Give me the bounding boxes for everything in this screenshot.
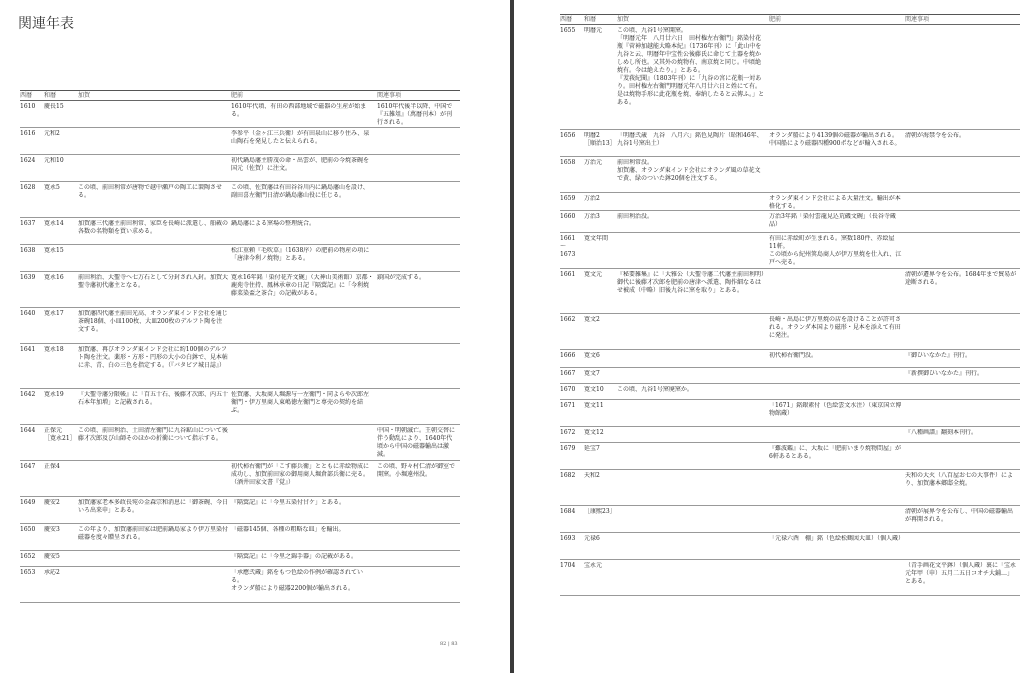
- table-row: [560, 560, 1020, 596]
- cell-related: [905, 402, 1020, 426]
- cell-hizen: この頃、佐賀藩は有田谷谷川内に鍋島藩山を設け、副田喜左衛門日清が鍋島藩山役に任じる。: [231, 184, 369, 199]
- page-title: 関連年表: [18, 16, 74, 32]
- cell-related: 清朝が海禁令を公布。: [905, 132, 966, 139]
- table-header: [560, 15, 1020, 25]
- cell-related: 『新撰御ひいなかた』刊行。: [905, 370, 984, 377]
- cell-kaga: [78, 130, 231, 154]
- cell-year: 1610: [20, 103, 36, 110]
- cell-kaga: この頃、前田利治、土田清左衛門に九谷鉱山について後藤才次郎及び山師そのほかの折衝について指示する。: [78, 427, 228, 442]
- cell-hizen: 『隔蓂記』に「今里五染付甘ケ」とある。: [231, 499, 346, 506]
- cell-kaga: 前田利治没。: [617, 213, 654, 220]
- header-related: 関連事項: [905, 16, 930, 23]
- cell-hizen: 寛永16年銘「染付花卉文碗」（大神山美術館）京都・鹿苑寺住持、鳳林承章の日記『隔蓂記』に「今利焼藤菜染盃之茶合」の記載がある。: [231, 274, 374, 297]
- cell-related: [377, 247, 460, 271]
- cell-era: ［康熙23］: [584, 508, 616, 515]
- table-row: [20, 344, 460, 389]
- table-row: [560, 533, 1020, 560]
- cell-year: 1670: [560, 386, 576, 393]
- cell-hizen: 『難波鑑』に、大坂に「肥前いまり焼物問屋」が6軒あるとある。: [769, 445, 902, 460]
- cell-related: [905, 235, 1020, 268]
- header-era: 和暦: [44, 92, 57, 99]
- chronology-table-left: [20, 90, 460, 603]
- cell-hizen: 松江重頼『毛吹草』（1638序）の肥前の物産の項に「唐津今利ノ焼物」とある。: [231, 247, 370, 262]
- cell-era: 慶安3: [44, 526, 60, 533]
- cell-related: [905, 535, 1020, 559]
- cell-kaga: この頃、九谷1号窯廃窯か。: [617, 386, 693, 393]
- cell-kaga: [617, 402, 769, 426]
- cell-year: 1644: [20, 427, 36, 434]
- cell-related: [905, 316, 1020, 349]
- header-hizen: 肥前: [769, 16, 782, 23]
- cell-kaga: 前田利治、大聖寺へ七万石として分封され入封。加賀大聖寺藩初代藩主となる。: [78, 274, 229, 289]
- cell-related: [905, 386, 1020, 399]
- cell-year: 1652: [20, 553, 36, 560]
- cell-related: この頃、野々村仁清が御室で開窯。小堀遠州没。: [377, 463, 456, 478]
- cell-era: 寛文10: [584, 386, 604, 393]
- cell-era: 正保元 ［寛永21］: [44, 427, 76, 442]
- cell-related: 天和の大火（八百屋お七の大事件）により、加賀藩本郷邸全焼。: [905, 472, 1014, 487]
- table-row: [560, 443, 1020, 470]
- cell-kaga: [617, 535, 769, 559]
- cell-hizen: 万治3年銘「染付雲龍見込荒磯文碗」（長谷寺蔵品）: [769, 213, 896, 228]
- header-era: 和暦: [584, 16, 597, 23]
- cell-kaga: [78, 553, 231, 566]
- cell-kaga: 『秘要雑集』に「大雅公（大聖寺藩二代藩主前田利明）御代に後藤才次郎を肥前の唐津へ派遣、陶作細なるはせ被成（中略）旧後九谷に窯を取り」とある。: [617, 271, 765, 294]
- cell-year: 1655: [560, 27, 576, 34]
- cell-year: 1637: [20, 220, 36, 227]
- cell-related: 中国・明朝滅亡。王朝交替に伴う動乱により、1640年代頃から中国の磁器輸出は激減。: [377, 427, 456, 458]
- cell-era: 寛永15: [44, 247, 64, 254]
- cell-kaga: 「明暦弐歳 九谷 八月六」銘色見陶片（昭和46年、九谷1号窯出土）: [617, 132, 763, 147]
- table-row: [560, 368, 1020, 384]
- cell-kaga: [617, 429, 769, 442]
- cell-kaga: [78, 463, 231, 496]
- table-row: [560, 384, 1020, 400]
- cell-era: 寛文7: [584, 370, 600, 377]
- cell-related: 『御ひいなかた』刊行。: [905, 352, 972, 359]
- cell-kaga: [617, 508, 769, 532]
- chronology-table-right: [560, 14, 1020, 596]
- cell-related: 鎖国が完成する。: [377, 274, 426, 281]
- cell-year: 1658: [560, 159, 576, 166]
- table-row: [20, 182, 460, 218]
- cell-hizen: [769, 386, 905, 399]
- cell-year: 1661～ 1673: [560, 235, 576, 258]
- header-year: 西暦: [20, 92, 33, 99]
- cell-hizen: 長崎・出島に伊万里焼の店を設けることが許可される。オランダ本国より磁形・見本を添えて有田に発注。: [769, 316, 902, 339]
- cell-kaga: 加賀藩家老本多政長宛の金森宗和消息に「御茶碗、今日いろ出来申」とある。: [78, 499, 229, 514]
- cell-kaga: [617, 235, 769, 268]
- cell-hizen: 「元禄六酉 棚」銘（色絵松鶴図大皿）（個人蔵）: [769, 535, 905, 542]
- table-row: [560, 25, 1020, 130]
- cell-era: 慶安5: [44, 553, 60, 560]
- cell-era: 万治2: [584, 195, 600, 202]
- cell-era: 宝永元: [584, 562, 603, 569]
- cell-year: 1628: [20, 184, 36, 191]
- table-row: [560, 233, 1020, 269]
- cell-era: 寛永18: [44, 346, 64, 353]
- cell-hizen: [231, 346, 377, 388]
- table-row: [560, 269, 1020, 314]
- table-row: [20, 524, 460, 551]
- cell-hizen: 「磁器145個、各種の粗略な皿」を輸出。: [231, 526, 345, 533]
- cell-kaga: [78, 157, 231, 181]
- cell-hizen: 1610年代頃、有田の西部地域で磁器の生産が始まる。: [231, 103, 367, 118]
- right-page: [514, 0, 1024, 673]
- cell-hizen: オランダ東インド会社による大量注文。輸出が本格化する。: [769, 195, 901, 210]
- cell-era: 元和2: [44, 130, 60, 137]
- cell-year: 1684: [560, 508, 576, 515]
- cell-era: 承応2: [44, 569, 60, 576]
- table-row: [20, 567, 460, 603]
- cell-era: 寛文11: [584, 402, 604, 409]
- cell-related: [377, 130, 460, 154]
- cell-year: 1672: [560, 429, 576, 436]
- cell-era: 慶安2: [44, 499, 60, 506]
- table-row: [20, 461, 460, 497]
- cell-related: [377, 184, 460, 217]
- table-row: [560, 506, 1020, 533]
- cell-hizen: 初代鍋島藩主勝茂の命・出雲が、肥前の今焼茶碗を国元（佐賀）に注文。: [231, 157, 370, 172]
- table-row: [560, 470, 1020, 506]
- cell-hizen: [769, 159, 905, 192]
- cell-kaga: この年より、加賀藩前田家は肥前鍋島家より伊万里染付磁器を度々贈呈される。: [78, 526, 229, 541]
- cell-year: 1660: [560, 213, 576, 220]
- cell-hizen: オランダ船により4139個の磁器が輸出される。中国船により磁器四種900ポなどが輸入される。: [769, 132, 901, 147]
- cell-hizen: 「承應弐蔵」銘をもつ色絵の作例が確認されている。 オランダ船により磁器2200個が輸出される。: [231, 569, 364, 592]
- cell-kaga: [617, 472, 769, 505]
- cell-era: 寛文12: [584, 429, 604, 436]
- cell-related: 清朝が遷界令を公布。1684年まで貿易が途断される。: [905, 271, 1017, 286]
- cell-hizen: [769, 508, 905, 532]
- table-row: [560, 157, 1020, 193]
- cell-hizen: [769, 562, 905, 595]
- cell-era: 正保4: [44, 463, 60, 470]
- cell-year: 1650: [20, 526, 36, 533]
- cell-hizen: 鍋島藩による窯場の整理統合。: [231, 220, 316, 227]
- page-number: 82 | 83: [440, 641, 458, 647]
- cell-kaga: [617, 445, 769, 469]
- cell-kaga: 加賀藩四代藩主前田光高、オランダ東インド会社を通じ茶碗18個、小皿100枚、大皿200枚のデルフト陶を注文する。: [78, 310, 228, 333]
- left-page: [0, 0, 510, 673]
- cell-year: 1666: [560, 352, 576, 359]
- table-row: [20, 101, 460, 128]
- cell-year: 1639: [20, 274, 36, 281]
- cell-era: 明暦2 ［順治13］: [584, 132, 616, 147]
- cell-year: 1642: [20, 391, 36, 398]
- cell-related: 1610年代後半以降、中国で『五雑俎』（萬暦刊本）が刊行される。: [377, 103, 453, 126]
- cell-kaga: [617, 195, 769, 210]
- cell-kaga: [78, 103, 231, 127]
- cell-era: 万治元: [584, 159, 603, 166]
- cell-year: 1679: [560, 445, 576, 452]
- cell-related: [905, 195, 1020, 210]
- table-row: [20, 389, 460, 425]
- cell-related: [905, 213, 1020, 232]
- cell-kaga: 『大聖寺藩分限帳』に「百五十石、後藤才次郎、内五十石本年加増」と記載される。: [78, 391, 229, 406]
- cell-year: 1662: [560, 316, 576, 323]
- cell-era: 寛永17: [44, 310, 64, 317]
- cell-kaga: [78, 247, 231, 271]
- table-body-left: [20, 101, 460, 603]
- header-kaga: 加賀: [617, 16, 630, 23]
- table-row: [20, 272, 460, 308]
- cell-hizen: [231, 310, 377, 343]
- cell-related: [377, 310, 460, 343]
- cell-hizen: 李参平（金ヶ江三兵衛）が有田泉山に移り住み、泉山陶石を発見したと伝えられる。: [231, 130, 370, 145]
- cell-year: 1616: [20, 130, 36, 137]
- cell-related: [905, 445, 1020, 469]
- cell-year: 1693: [560, 535, 576, 542]
- table-row: [560, 350, 1020, 368]
- cell-kaga: この頃、前田利常が唐物で越中瀬戸の陶工に製陶させる。: [78, 184, 223, 199]
- header-related: 関連事項: [377, 92, 402, 99]
- cell-related: [377, 553, 460, 566]
- cell-kaga: [78, 569, 231, 602]
- cell-year: 1624: [20, 157, 36, 164]
- cell-era: 寛文年間: [584, 235, 609, 242]
- cell-era: 寛永14: [44, 220, 64, 227]
- cell-era: 寛永19: [44, 391, 64, 398]
- cell-kaga: [617, 370, 769, 383]
- cell-year: 1704: [560, 562, 576, 569]
- cell-year: 1667: [560, 370, 576, 377]
- cell-era: 慶長15: [44, 103, 64, 110]
- table-row: [560, 211, 1020, 233]
- cell-hizen: 「1671」銘銀素付（色絵雲文水注）（東京国立博物館蔵）: [769, 402, 902, 417]
- cell-hizen: [769, 370, 905, 383]
- cell-year: 1641: [20, 346, 36, 353]
- cell-year: 1661: [560, 271, 576, 278]
- cell-related: [905, 27, 1020, 129]
- table-row: [20, 218, 460, 245]
- cell-hizen: [769, 27, 905, 129]
- cell-related: [377, 346, 460, 388]
- cell-hizen: 『隔蓂記』に「今里之錦手器」の記載がある。: [231, 553, 358, 560]
- cell-kaga: [617, 352, 769, 367]
- cell-year: 1671: [560, 402, 576, 409]
- table-row: [560, 314, 1020, 350]
- table-row: [20, 551, 460, 567]
- cell-era: 明暦元: [584, 27, 603, 34]
- cell-year: 1656: [560, 132, 576, 139]
- table-row: [560, 130, 1020, 157]
- header-kaga: 加賀: [78, 92, 91, 99]
- cell-kaga: 加賀藩、再びオランダ東インド会社に約100個のデルフト陶を注文。薬形・方形・円形の大小の白鉢で、見本帖に赤、青、白の三色を指定する。（『バタビア城日誌』）: [78, 346, 228, 369]
- cell-era: 寛文6: [584, 352, 600, 359]
- cell-kaga: [617, 562, 769, 595]
- cell-related: （青手画花文平鉢）（個人蔵）裏に「宝永元年甲（申）五月二五日コオチ大鋪…」とある。: [905, 562, 1017, 585]
- header-year: 西暦: [560, 16, 573, 23]
- cell-related: 『八種画譜』翻刻本刊行。: [905, 429, 978, 436]
- table-header: [20, 91, 460, 101]
- table-row: [20, 497, 460, 524]
- cell-year: 1682: [560, 472, 576, 479]
- table-row: [560, 193, 1020, 211]
- cell-related: [905, 159, 1020, 192]
- cell-era: 元和10: [44, 157, 64, 164]
- cell-year: 1640: [20, 310, 36, 317]
- table-row: [20, 155, 460, 182]
- table-row: [20, 128, 460, 155]
- cell-era: 寛文元: [584, 271, 603, 278]
- table-row: [560, 400, 1020, 427]
- cell-related: [377, 569, 460, 602]
- cell-era: 延宝7: [584, 445, 600, 452]
- table-row: [20, 425, 460, 461]
- cell-era: 万治3: [584, 213, 600, 220]
- cell-kaga: 加賀藩三代藩主前田利常、家臣を長崎に派遣し、舶載の各数の名物類を買い求める。: [78, 220, 229, 235]
- cell-era: 寛文2: [584, 316, 600, 323]
- cell-related: [377, 220, 460, 244]
- cell-year: 1647: [20, 463, 36, 470]
- cell-era: 元禄6: [584, 535, 600, 542]
- cell-hizen: 初代柿右衛門が「こす藤兵衛」とともに赤絵物成に成功し、加賀前田家の御用商人堀倉部兵衛に売る。（酒井田家文書『覚』）: [231, 463, 370, 486]
- cell-year: 1659: [560, 195, 576, 202]
- cell-related: [377, 157, 460, 181]
- cell-related: [377, 499, 460, 523]
- table-row: [20, 245, 460, 272]
- cell-kaga: 前田利常没。 加賀藩、オランダ東インド会社にオランダ風の草花文で黄、緑のついた鉢20個を注文する。: [617, 159, 761, 182]
- cell-hizen: 佐賀藩、大坂商人堀源与一左衛門・同よらや次郎左衛門・伊万里商人東嶋徳左衛門と専売の契約を結ぶ。: [231, 391, 370, 414]
- cell-hizen: [769, 429, 905, 442]
- cell-hizen: [231, 427, 377, 460]
- cell-related: 清朝が展界令を公布し、中国の磁器輸出が再開される。: [905, 508, 1014, 523]
- table-row: [20, 308, 460, 344]
- cell-related: [377, 526, 460, 550]
- cell-kaga: [617, 316, 769, 349]
- cell-year: 1638: [20, 247, 36, 254]
- cell-hizen: [769, 472, 905, 505]
- cell-era: 寛永5: [44, 184, 60, 191]
- cell-hizen: [769, 271, 905, 313]
- cell-hizen: 有田に赤絵町が生まれる。窯数180件、赤絵屋11軒。 この頃から紀州箕島商人が伊万里焼を仕入れ、江戸へ売る。: [769, 235, 902, 266]
- cell-era: 天和2: [584, 472, 600, 479]
- table-row: [560, 427, 1020, 443]
- cell-hizen: 初代柿右衛門没。: [769, 352, 818, 359]
- cell-year: 1649: [20, 499, 36, 506]
- table-body-right: [560, 25, 1020, 596]
- cell-year: 1653: [20, 569, 36, 576]
- cell-related: [377, 391, 460, 424]
- cell-kaga: この頃、九谷1号窯開窯。 「明暦元年 八月廿六日 田村権左右衛門」銘染付花瓶『菅神加越能大略本紀』（1736年刊）に「此山中を九谷と云、明暦年中宝性公後藤氏に命じて土器を焼かしめし所也。又其外の焼物有、南京焼と同じ。中頃絶焼有。今は絶えたり。」とある。 『茇莪紀聞』（1803年刊）に「九谷の宮に花瓶一対あり。田村権左右衛門明暦元年八月廿六日と姓にて有。是は焼物手形に此花瓶を焼、奉納したると云傳ふ。」とある。: [617, 27, 765, 106]
- cell-era: 寛永16: [44, 274, 64, 281]
- header-hizen: 肥前: [231, 92, 244, 99]
